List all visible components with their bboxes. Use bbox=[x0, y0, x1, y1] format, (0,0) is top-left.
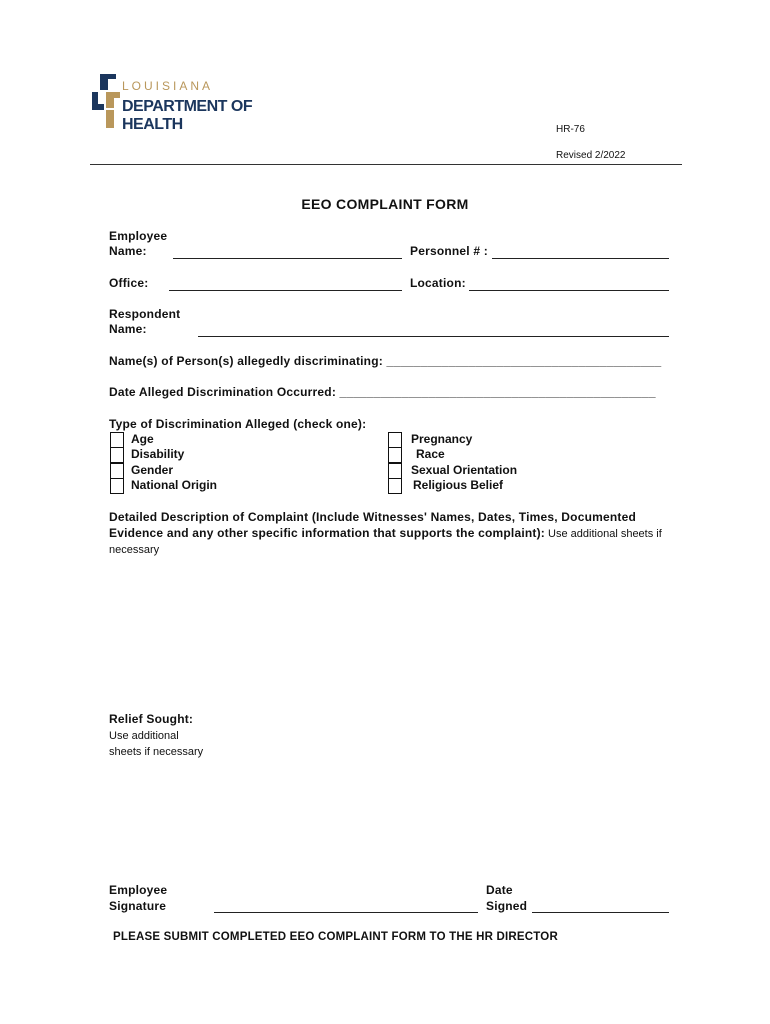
submit-instructions: PLEASE SUBMIT COMPLETED EEO COMPLAINT FORM TO THE HR DIRECTOR bbox=[113, 931, 558, 943]
employee-name-label: Employee Name: bbox=[109, 229, 168, 258]
checkbox-label-pregnancy: Pregnancy bbox=[411, 432, 473, 446]
logo-department-text: DEPARTMENT OF HEALTH bbox=[122, 98, 253, 133]
checkbox-religious-belief[interactable] bbox=[388, 478, 402, 494]
relief-sought-note: Use additional sheets if necessary bbox=[109, 730, 204, 758]
form-number: HR-76 bbox=[556, 124, 585, 135]
checkbox-pregnancy[interactable] bbox=[388, 432, 402, 448]
logo bbox=[92, 74, 292, 133]
checkbox-race[interactable] bbox=[388, 447, 402, 463]
employee-signature-label: Employee Signature bbox=[109, 883, 168, 913]
location-field[interactable] bbox=[469, 290, 669, 291]
date-signed-label: Date Signed bbox=[486, 883, 528, 913]
checkbox-national-origin[interactable] bbox=[110, 478, 124, 494]
employee-name-field[interactable] bbox=[173, 258, 402, 259]
checkbox-label-religious-belief: Religious Belief bbox=[413, 478, 504, 492]
revised-date: Revised 2/2022 bbox=[556, 150, 626, 161]
checkbox-sexual-orientation[interactable] bbox=[388, 463, 402, 479]
office-field[interactable] bbox=[169, 290, 402, 291]
louisiana-health-cross-icon bbox=[92, 74, 122, 128]
checkbox-label-gender: Gender bbox=[131, 463, 174, 477]
checkbox-label-disability: Disability bbox=[131, 447, 185, 461]
checkbox-label-age: Age bbox=[131, 432, 154, 446]
relief-sought-area[interactable] bbox=[109, 765, 669, 865]
checkbox-disability[interactable] bbox=[110, 447, 124, 463]
office-label: Office: bbox=[109, 276, 149, 290]
location-label: Location: bbox=[410, 276, 466, 290]
date-signed-field[interactable] bbox=[532, 912, 669, 913]
respondent-name-field[interactable] bbox=[198, 336, 669, 337]
checkbox-age[interactable] bbox=[110, 432, 124, 448]
respondent-name-label: Respondent Name: bbox=[109, 307, 181, 336]
discrimination-type-label: Type of Discrimination Alleged (check one): bbox=[109, 417, 367, 431]
logo-state-text: LOUISIANA bbox=[122, 79, 214, 93]
persons-discriminating-field[interactable]: Name(s) of Person(s) allegedly discriminating: ________________________________________ bbox=[109, 354, 662, 368]
checkbox-label-national-origin: National Origin bbox=[131, 478, 218, 492]
complaint-description-area[interactable] bbox=[109, 560, 669, 700]
personnel-number-label: Personnel # : bbox=[410, 244, 488, 258]
form-title: EEO COMPLAINT FORM bbox=[301, 196, 469, 212]
personnel-number-field[interactable] bbox=[492, 258, 669, 259]
date-occurred-field[interactable]: Date Alleged Discrimination Occurred: ______________________________________________ bbox=[109, 385, 656, 399]
checkbox-gender[interactable] bbox=[110, 463, 124, 479]
checkbox-label-race: Race bbox=[416, 447, 445, 461]
employee-signature-field[interactable] bbox=[214, 912, 478, 913]
complaint-description-label: Detailed Description of Complaint (Include Witnesses' Names, Dates, Times, Documented Evidence and any other specific information that supports the complaint): Use additional sheets if necessary bbox=[109, 510, 662, 556]
relief-sought-label: Relief Sought: bbox=[109, 712, 194, 726]
header-divider bbox=[90, 164, 682, 165]
checkbox-label-sexual-orientation: Sexual Orientation bbox=[411, 463, 518, 477]
